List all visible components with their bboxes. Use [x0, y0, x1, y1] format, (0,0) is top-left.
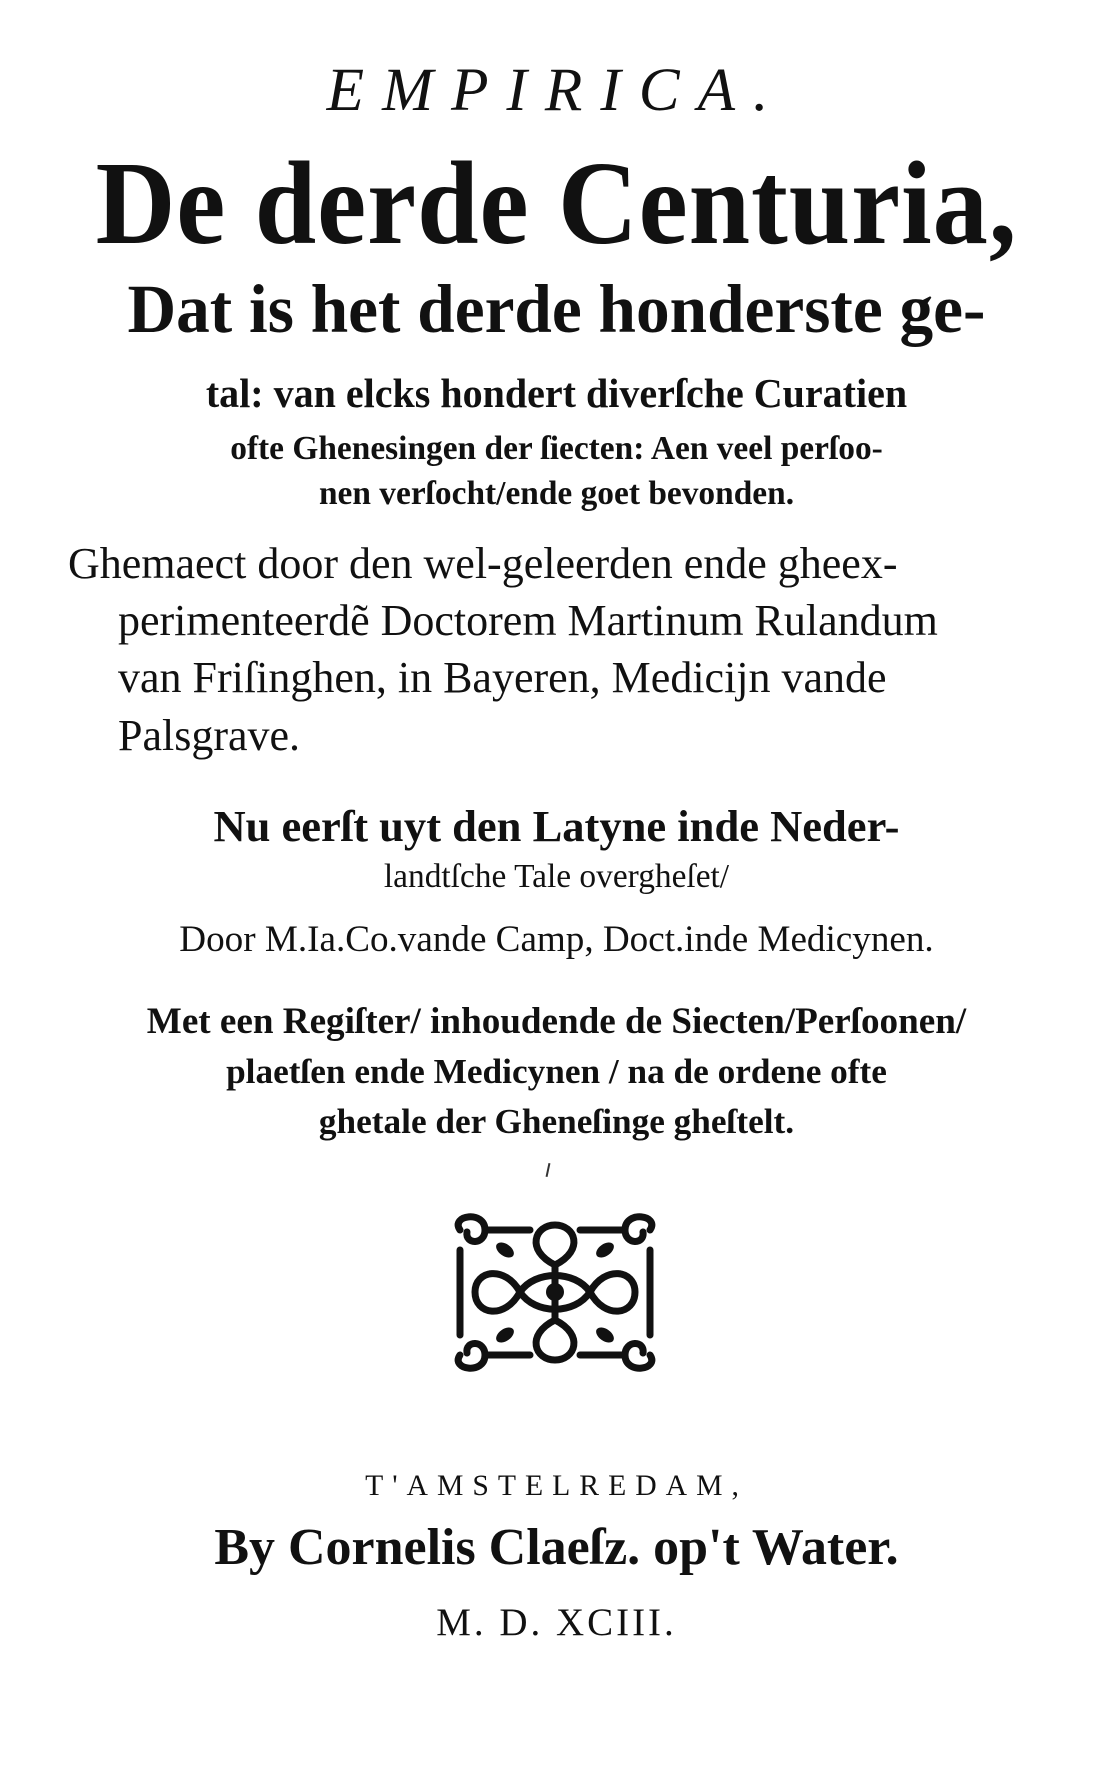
translation-line-2: landtſche Tale overgheſet/ [383, 858, 730, 895]
stray-mark [546, 1163, 551, 1177]
author-line-4: Palsgrave. [118, 711, 301, 760]
translator-line: Door M.Ia.Co.vande Camp, Doct.inde Medicynen. [179, 919, 934, 960]
description-line-3: ofte Ghenesingen der ſiecten: Aen veel perſoo- [230, 430, 883, 467]
translation-line-1: Nu eerſt uyt den Latyne inde Neder- [213, 801, 900, 851]
register-line-2: plaetſen ende Medicynen / na de ordene ofte [226, 1052, 887, 1091]
description-line-2: tal: van elcks hondert diverſche Curatien [205, 371, 908, 416]
author-line-1: Ghemaect door den wel-geleerden ende gheex- [68, 539, 898, 588]
book-subtitle: De derde Centuria, [95, 137, 1018, 269]
floral-ornament-icon [445, 1210, 665, 1375]
register-line-1: Met een Regiſter/ inhoudende de Siecten/Perſoonen/ [146, 1001, 967, 1042]
register-line-3: ghetale der Gheneſinge gheſtelt. [318, 1102, 795, 1141]
description-line-1: Dat is het derde honderste ge- [127, 271, 986, 347]
book-title: EMPIRICA. [326, 56, 787, 124]
author-line-2: perimenteerdẽ Doctorem Martinum Rulandum [118, 596, 938, 645]
imprint-year: M. D. XCIII. [436, 1601, 677, 1644]
description-line-4: nen verſocht/ende goet bevonden. [318, 475, 795, 512]
author-line-3: van Friſinghen, in Bayeren, Medicijn vande [118, 653, 887, 702]
imprint-place: T'AMSTELREDAM, [365, 1470, 748, 1502]
imprint-printer: By Cornelis Claeſz. op't Water. [214, 1519, 899, 1576]
